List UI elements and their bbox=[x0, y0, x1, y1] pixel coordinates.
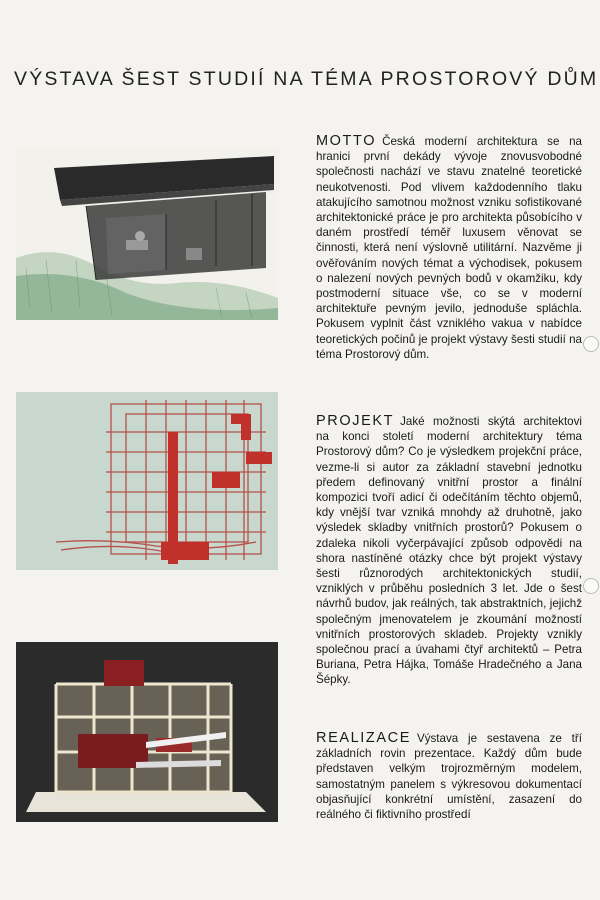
red-grid-plan-image bbox=[16, 392, 278, 570]
punch-hole-icon bbox=[583, 336, 599, 352]
section-heading-realizace: REALIZACE bbox=[316, 730, 411, 746]
section-text-realizace: Výstava je sestavena ze tří základních rovin prezentace. Každý dům bude představen velkým trojrozměrným modelem, samostatným panelem s výkresovou dokumentací objasňující konkrétní umístění, zasazení do reálného či fiktivního prostředí bbox=[316, 732, 582, 822]
house-sketch-image bbox=[16, 148, 278, 320]
section-realizace bbox=[316, 731, 582, 822]
section-projekt bbox=[316, 414, 582, 688]
section-text-projekt: Jaké možnosti skýtá architektovi na konci století moderní architektury téma Prostorový dům? Co je výsledkem projekční práce, vezme-li si autor za základní stavební jednotku předem definovaný vnitřní prostor a finální kompozici tvoří adicí či odečítáním těchto objemů, kdy vnější tvar vzniká mnohdy až druhotně, jako výsledek skladby vnitřních prostorů? Pokusem o zdaleka nikoli vyčerpávající způsob odpovědi na shora nastíněné otázky chce být projekt výstavy šesti různorodých architektonických studií, vzniklých v průběhu posledních 3 let. Jde o šest návrhů budov, jak reálných, tak abstraktních, jejichž společným jmenovatelem je zkoumání možností vnitřních prostorových skladeb. Projekty vznikly společnou prací a úvahami čtyř architektů – Petra Buriana, Petra Hájka, Tomáše Hradečného a Jana Šépky. bbox=[316, 415, 582, 687]
section-heading-motto: MOTTO bbox=[316, 133, 377, 149]
section-motto bbox=[316, 134, 582, 362]
section-text-motto: Česká moderní architektura se na hranici první dekády vývoje znovusvobodné společnosti nachází ve stavu znatelné teoretické neukotvenosti. Pod vlivem každodenního tlaku atakujícího samotnou možnost vzniku sofistikované architektonické práce je pro architekta působícího v daném prostředí téměř luxusem věnovat se činnosti, která není výslovně utilitární. Nazvěme ji ověřováním nových témat a východisek, pokusem o nalezení nových pevných bodů v okamžiku, kdy postmoderní situace vše, co se v moderní architektuře pevným jevilo, jednoduše spláchla. Pokusem vyplnit část vzniklého vakua v nabídce teoretických počinů je projekt výstavy šesti studií na téma Prostorový dům. bbox=[316, 135, 582, 361]
page-title: VÝSTAVA ŠEST STUDIÍ NA TÉMA PROSTOROVÝ DŮM bbox=[14, 68, 599, 90]
section-heading-projekt: PROJEKT bbox=[316, 413, 395, 429]
punch-hole-icon bbox=[583, 578, 599, 594]
architectural-model-image bbox=[16, 642, 278, 822]
